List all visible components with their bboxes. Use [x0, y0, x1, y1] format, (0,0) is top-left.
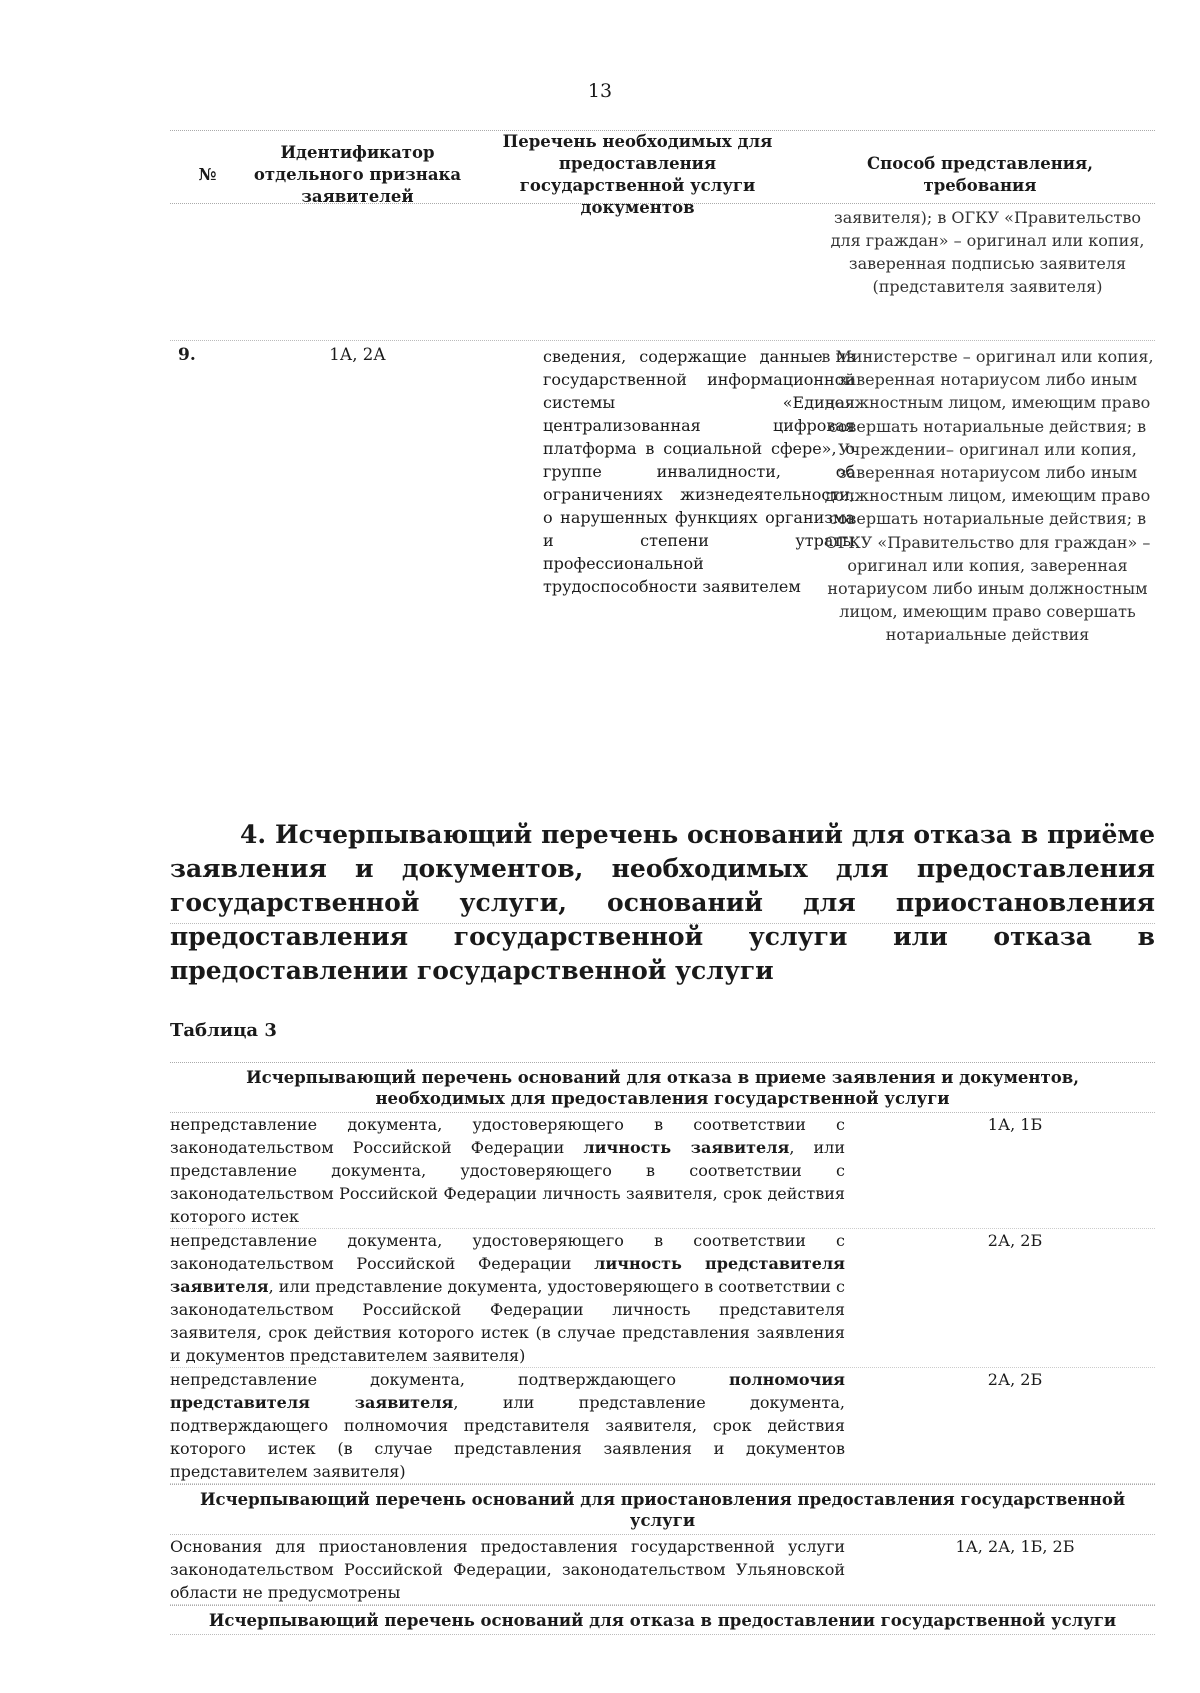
- table-header: [170, 130, 1155, 217]
- cell-method: заявителя); в ОГКУ «Правительство для граждан» – оригинал или копия, заверенная подписью заявителя (представителя заявителя): [830, 208, 1145, 296]
- refusal-grounds-table: [170, 1062, 1155, 1635]
- row-code: 1А, 2А, 1Б, 2Б: [955, 1537, 1075, 1556]
- section-header-suspension: Исчерпывающий перечень оснований для приостановления предоставления государственной услуги: [170, 1484, 1155, 1535]
- table-row: [170, 1113, 1155, 1229]
- page-number: 13: [587, 80, 613, 102]
- table-caption: Таблица 3: [170, 1020, 277, 1041]
- cell-method: в Министерстве – оригинал или копия, заверенная нотариусом либо иным должностным лицом, имеющим право совершать нотариальные действия; в Учреждении– оригинал или копия, заверенная нотариусом либо иным должностным лицом, имеющим право совершать нотариальные действия; в ОГКУ «Правительство для граждан» – оригинал или копия, заверенная нотариусом либо иным должностным лицом, имеющим право совершать нотариальные действия: [821, 347, 1154, 645]
- row-text: непредставление документа, удостоверяющего в соответствии с законодательством Российской Федерации личность представителя заявителя, или представление документа, удостоверяющего в соответствии с законодательством Российской Федерации личность представителя заявителя, срок действия которого истек (в случае представления заявления и документов представителем заявителя): [170, 1231, 845, 1365]
- table-row-continuation: [170, 202, 1155, 340]
- section-heading: 4. Исчерпывающий перечень оснований для отказа в приёме заявления и документов, необходимых для предоставления государственной услуги, оснований для приостановления предоставления государственной услуги или отказа в предоставлении государственной услуги: [170, 820, 1155, 985]
- row-code: 2А, 2Б: [987, 1231, 1043, 1250]
- row-code: 2А, 2Б: [987, 1370, 1043, 1389]
- row-text: непредставление документа, удостоверяющего в соответствии с законодательством Российской Федерации личность заявителя, или представление документа, удостоверяющего в соответствии с законодательством Российской Федерации личность заявителя, срок действия которого истек: [170, 1115, 846, 1226]
- header-documents: Перечень необходимых для предоставления государственной услуги документов: [502, 132, 773, 217]
- header-method: Способ представления, требования: [867, 154, 1093, 195]
- section-header-refusal-acceptance: Исчерпывающий перечень оснований для отказа в приеме заявления и документов, необходимых для предоставления государственной услуги: [170, 1062, 1155, 1113]
- row-text: Основания для приостановления предоставления государственной услуги законодательством Российской Федерации, законодательством Ульяновской области не предусмотрены: [170, 1537, 845, 1602]
- table-row: [170, 1229, 1155, 1368]
- cell-identifier: 1А, 2А: [329, 345, 386, 364]
- header-num: №: [198, 165, 217, 184]
- cell-num: 9.: [178, 345, 196, 365]
- documents-table: [170, 130, 1155, 645]
- table-row: [170, 1368, 1155, 1484]
- table-row: [170, 1535, 1155, 1605]
- row-text: непредставление документа, подтверждающего полномочия представителя заявителя, или представление документа, подтверждающего полномочия представителя заявителя, срок действия которого истек (в случае представления заявления и документов представителем заявителя): [170, 1370, 845, 1481]
- header-identifier: Идентификатор отдельного признака заявителей: [253, 143, 462, 206]
- bold-term: личность представителя заявителя: [170, 1254, 845, 1296]
- cell-documents: сведения, содержащие данные из государственной информационной системы «Единая централизованная цифровая платформа в социальной сфере», о группе инвалидности, об ограничениях жизнедеятельности, о нарушенных функциях организма и степени утраты профессиональной трудоспособности заявителем: [543, 347, 855, 596]
- row-code: 1А, 1Б: [987, 1115, 1043, 1134]
- section-header-refusal-service: Исчерпывающий перечень оснований для отказа в предоставлении государственной услуги: [170, 1605, 1155, 1635]
- bold-term: полномочия представителя заявителя: [170, 1370, 845, 1412]
- bold-term: личность заявителя: [583, 1138, 790, 1157]
